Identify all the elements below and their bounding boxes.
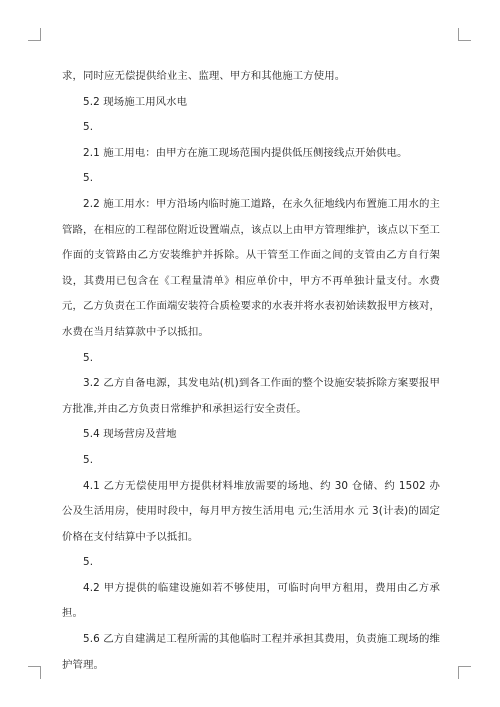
paragraph-4-1: 4.1 乙方无偿使用甲方提供材料堆放需要的场地、约 30 仓储、约 1502 办公及生活用房，使用时段中，每月甲方按生活用电 元;生活用水 元 3(计表)的固定价格在支付结算中予以抵扣。	[62, 479, 440, 543]
section-heading-5-4: 5.4 现场营房及营地	[83, 428, 177, 441]
paragraph-5-6: 5.6 乙方自建满足工程所需的其他临时工程并承担其费用，负责施工现场的维护管理。	[62, 633, 440, 671]
paragraph-number: 5.	[83, 453, 94, 466]
paragraph-4-2: 4.2 甲方提供的临建设施如若不够使用，可临时向甲方租用，费用由乙方承担。	[62, 581, 440, 620]
paragraph-3-2: 3.2 乙方自备电源，其发电站(机)到各工作面的整个设施安装拆除方案要报甲方批准,并由乙方负责日常维护和承担运行安全责任。	[62, 377, 440, 415]
paragraph-number: 5.	[83, 351, 94, 364]
crop-mark-bottom-left	[28, 666, 41, 679]
crop-mark-top-right	[458, 28, 471, 41]
paragraph-continuation: 求，同时应无偿提供给业主、监理、甲方和其他施工方使用。	[62, 70, 346, 82]
paragraph-number: 5.	[83, 556, 94, 569]
paragraph-2-2: 2.2 施工用水：甲方沿场内临时施工道路，在永久征地线内布置施工用水的主管路，在相应的工程部位附近设置端点，该点以上由甲方管理维护，该点以下至工作面的支管路由乙方安装维护并拆除。从干管至工作面之间的支管由乙方自行架设，其费用已包含在《工程量清单》相应单价中，甲方不再单独计量支付。水费 元，乙方负责在工作面端安装符合质检要求的水表并将水表初始读数报甲方核对，水费在当月结算款中予以抵扣。	[62, 197, 440, 338]
paragraph-2-1: 2.1 施工用电：由甲方在施工现场范围内提供低压侧接线点开始供电。	[83, 146, 408, 159]
document-body	[62, 64, 440, 678]
paragraph-number: 5.	[83, 121, 94, 134]
section-heading-5-2: 5.2 现场施工用风水电	[83, 95, 188, 108]
paragraph-number: 5.	[83, 172, 94, 185]
crop-mark-bottom-right	[458, 666, 471, 679]
crop-mark-top-left	[28, 28, 41, 41]
